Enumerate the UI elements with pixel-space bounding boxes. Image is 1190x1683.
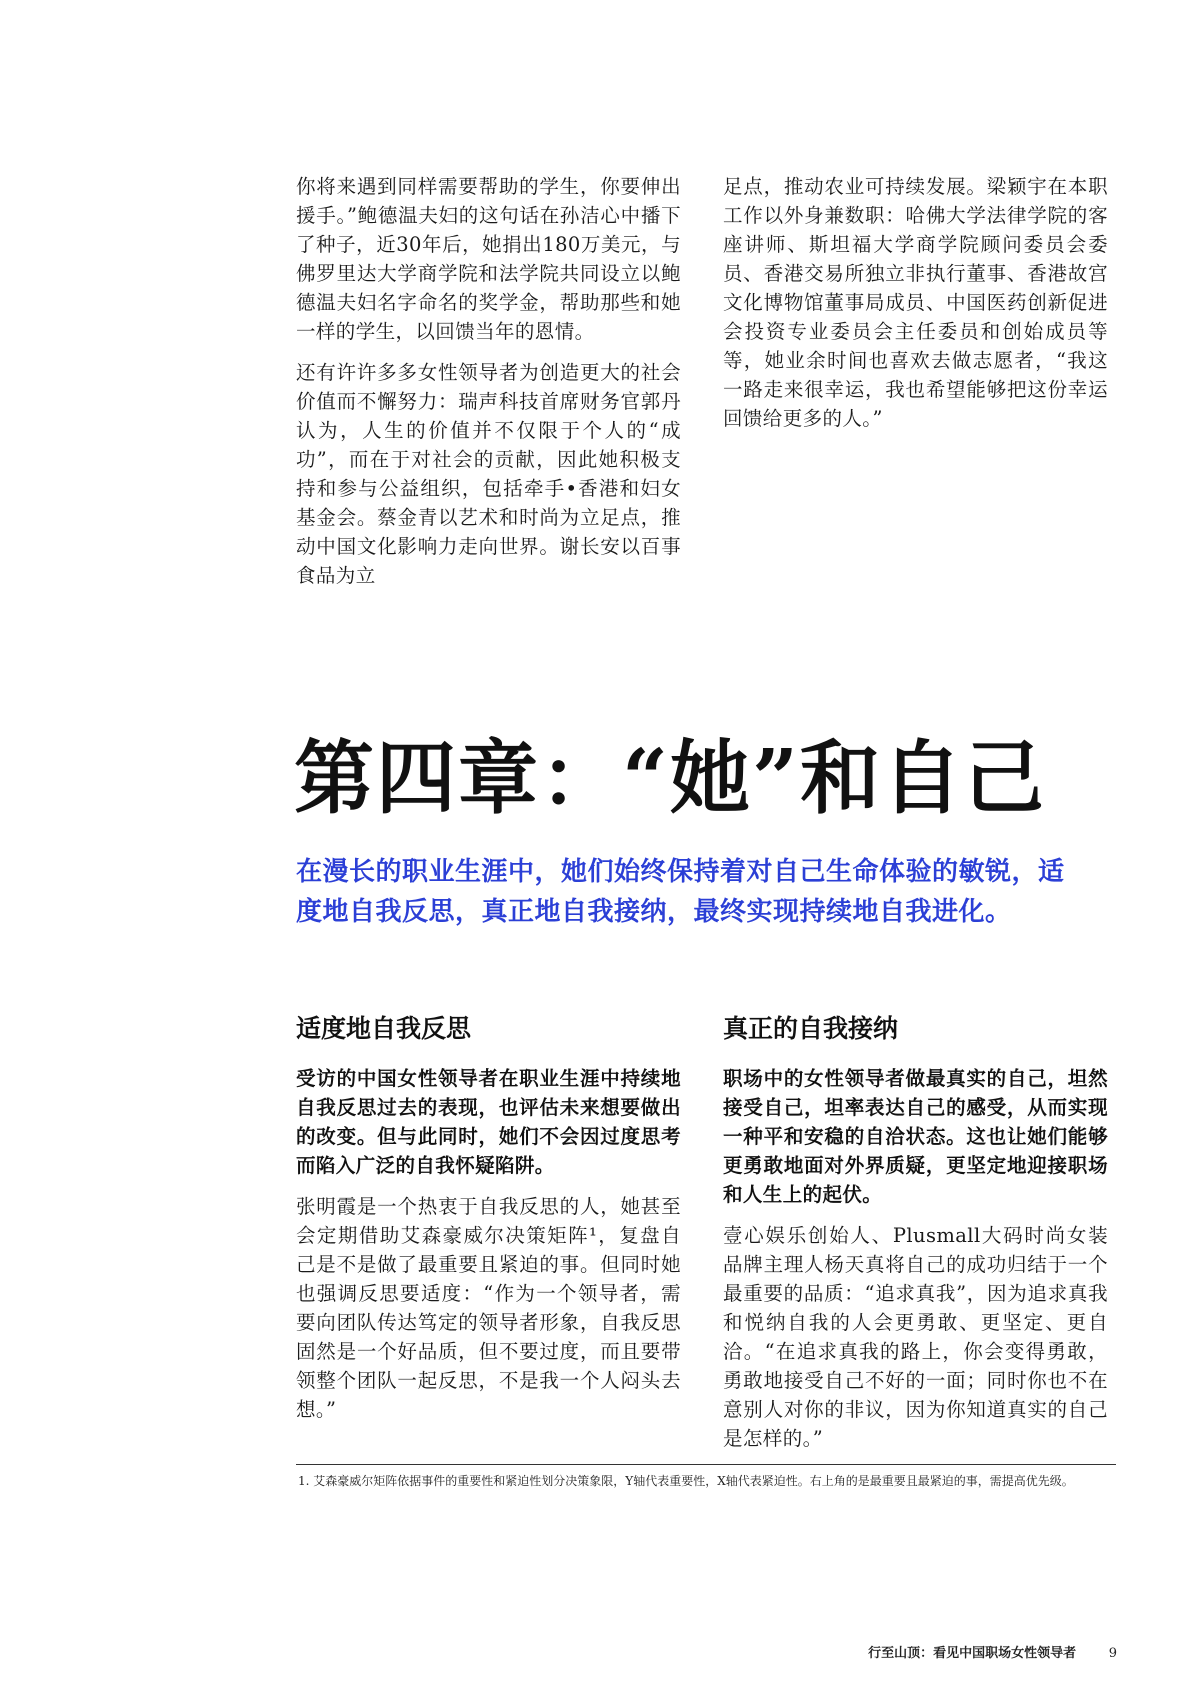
body-paragraph: 还有许许多多女性领导者为创造更大的社会价值而不懈努力：瑞声科技首席财务官郭丹认为，人生的价值并不仅限于个人的“成功”，而在于对社会的贡献，因此她积极支持和参与公益组织，包括牵手•香港和妇女基金会。蔡金青以艺术和时尚为立足点，推动中国文化影响力走向世界。谢长安以百事食品为立 — [296, 361, 681, 587]
report-title: 行至山顶：看见中国职场女性领导者 — [868, 1646, 1077, 1661]
section-lead: 职场中的女性领导者做最真实的自己，坦然接受自己，坦率表达自己的感受，从而实现一种平和安稳的自洽状态。这也让她们能够更勇敢地面对外界质疑，更坚定地迎接职场和人生上的起伏。 — [723, 1067, 1108, 1206]
body-paragraph: 张明霞是一个热衷于自我反思的人，她甚至会定期借助艾森豪威尔决策矩阵¹，复盘自己是不是做了最重要且紧迫的事。但同时她也强调反思要适度：“作为一个领导者，需要向团队传达笃定的领导者形象，自我反思固然是一个好品质，但不要过度，而且要带领整个团队一起反思，不是我一个人闷头去想。” — [296, 1195, 681, 1421]
top-right-column — [723, 172, 1108, 445]
section-heading: 适度地自我反思 — [296, 1014, 472, 1043]
chapter-title: 第四章：“她”和自己 — [294, 731, 1047, 825]
body-paragraph: 壹心娱乐创始人、Plusmall大码时尚女装品牌主理人杨天真将自己的成功归结于一个最重要的品质：“追求真我”，因为追求真我和悦纳自我的人会更勇敢、更坚定、更自洽。“在追求真我的路上，你会变得勇敢，勇敢地接受自己不好的一面；同时你也不在意别人对你的非议，因为你知道真实的自己是怎样的。” — [723, 1224, 1108, 1450]
top-left-column — [296, 172, 681, 602]
section-self-reflection — [296, 1012, 681, 1436]
body-paragraph: 你将来遇到同样需要帮助的学生，你要伸出援手。”鲍德温夫妇的这句话在孙洁心中播下了种子，近30年后，她捐出180万美元，与佛罗里达大学商学院和法学院共同设立以鲍德温夫妇名字命名的奖学金，帮助那些和她一样的学生，以回馈当年的恩情。 — [296, 175, 681, 343]
section-self-acceptance — [723, 1012, 1108, 1465]
chapter-intro: 在漫长的职业生涯中，她们始终保持着对自己生命体验的敏锐，适度地自我反思，真正地自我接纳，最终实现持续地自我进化。 — [296, 857, 1065, 927]
body-paragraph: 足点，推动农业可持续发展。梁颖宇在本职工作以外身兼数职：哈佛大学法律学院的客座讲师、斯坦福大学商学院顾问委员会委员、香港交易所独立非执行董事、香港故宫文化博物馆董事局成员、中国医药创新促进会投资专业委员会主任委员和创始成员等等，她业余时间也喜欢去做志愿者，“我这一路走来很幸运，我也希望能够把这份幸运回馈给更多的人。” — [723, 175, 1108, 430]
page-footer — [868, 1645, 1117, 1663]
page-number: 9 — [1108, 1646, 1117, 1661]
footnote-divider — [296, 1464, 1116, 1465]
section-lead: 受访的中国女性领导者在职业生涯中持续地自我反思过去的表现，也评估未来想要做出的改变。但与此同时，她们不会因过度思考而陷入广泛的自我怀疑陷阱。 — [296, 1067, 681, 1177]
footnote: 1. 艾森豪威尔矩阵依据事件的重要性和紧迫性划分决策象限，Y轴代表重要性，X轴代表紧迫性。右上角的是最重要且最紧迫的事，需提高优先级。 — [298, 1474, 1074, 1488]
section-heading: 真正的自我接纳 — [723, 1014, 899, 1043]
